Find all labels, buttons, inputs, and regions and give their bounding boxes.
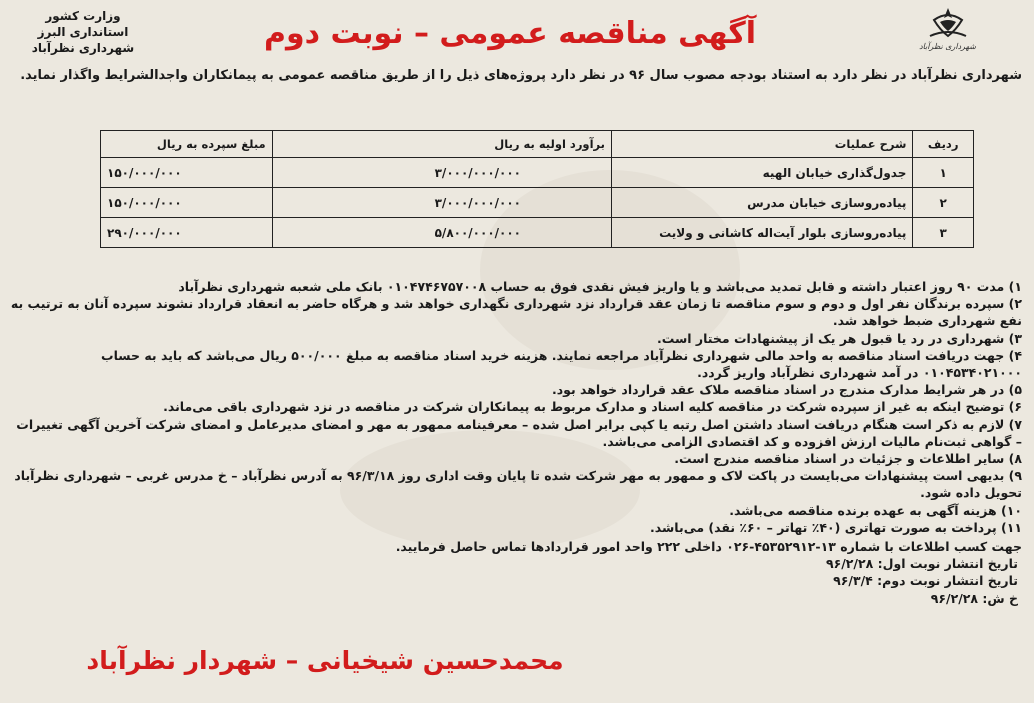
signature-line: محمدحسین شیخیانی – شهردار نظرآباد xyxy=(86,646,564,675)
intro-paragraph: شهرداری نظرآباد در نظر دارد به استناد بودجه مصوب سال ۹۶ در نظر دارد پروژه‌های ذیل را از طریق مناقصه عمومی به پیمانکاران واجدالشرایط واگذار نماید. xyxy=(20,68,1022,83)
condition-item: ۱) مدت ۹۰ روز اعتبار داشته و قابل تمدید می‌باشد و یا واریز فیش نقدی فوق به حساب ۰۱۰۴۷۴۶۷۵۷۰۰۸ بانک ملی شعبه شهرداری نظرآباد xyxy=(178,279,1022,294)
condition-item: ۷) لازم به ذکر است هنگام دریافت اسناد داشتن اصل رتبه یا کپی برابر اصل شده – معرفینامه ممهور به مهر و امضای مدیرعامل و امضای شرکت آخرین آگهی تغییرات – گواهی ثبت‌نام مالیات ارزش افزوده و کد اقتصادی الزامی می‌باشد. xyxy=(16,416,1022,449)
condition-item: ۱۱) پرداخت به صورت تهاتری (۴۰٪ تهاتر – ۶۰٪ نقد) می‌باشد. xyxy=(650,519,1022,535)
cell-description: جدول‌گذاری خیابان الهیه xyxy=(612,158,913,188)
condition-item: ۸) سایر اطلاعات و جزئیات در اسناد مناقصه مندرج است. xyxy=(674,451,1022,467)
projects-table xyxy=(100,130,974,248)
table-row xyxy=(101,158,974,188)
conditions-list xyxy=(8,278,1022,607)
cell-estimate: ۳/۰۰۰/۰۰۰/۰۰۰ xyxy=(272,188,611,218)
cell-deposit: ۱۵۰/۰۰۰/۰۰۰ xyxy=(101,158,273,188)
cell-description: پیاده‌روسازی خیابان مدرس xyxy=(612,188,913,218)
contact-info: جهت کسب اطلاعات با شماره ۱۳-۴۵۳۵۲۹۱۲-۰۲۶ داخلی ۲۲۲ واحد امور قراردادها تماس حاصل فرمایید. xyxy=(395,539,1022,555)
condition-item: ۳) شهرداری در رد یا قبول هر یک از پیشنهادات مختار است. xyxy=(656,330,1022,346)
cell-estimate: ۳/۰۰۰/۰۰۰/۰۰۰ xyxy=(272,158,611,188)
cell-row-number: ۱ xyxy=(913,158,974,188)
cell-description: پیاده‌روسازی بلوار آیت‌اله کاشانی و ولایت xyxy=(612,218,913,248)
ministry-line: وزارت کشور xyxy=(45,9,121,23)
ministry-line: شهرداری نظرآباد xyxy=(31,41,135,55)
header-description: شرح عملیات xyxy=(612,131,913,158)
table-header-row xyxy=(101,131,974,158)
publish-date-first: تاریخ انتشار نوبت اول: ۹۶/۲/۲۸ xyxy=(825,556,1018,572)
header-row-number: ردیف xyxy=(913,131,974,158)
notice-title: آگهی مناقصه عمومی – نوبت دوم xyxy=(263,16,757,51)
cell-deposit: ۱۵۰/۰۰۰/۰۰۰ xyxy=(101,188,273,218)
logo-caption: شهرداری نظرآباد xyxy=(919,42,976,51)
condition-item: ۶) توضیح اینکه به غیر از سپرده شرکت در مناقصه کلیه اسناد و مدارک مربوط به پیمانکاران شرکت در مناقصه در نزد شهرداری باقی می‌ماند. xyxy=(163,399,1022,415)
cell-estimate: ۵/۸۰۰/۰۰۰/۰۰۰ xyxy=(272,218,611,248)
table-row xyxy=(101,218,974,248)
cell-row-number: ۳ xyxy=(913,218,974,248)
header-deposit: مبلغ سپرده به ریال xyxy=(101,131,273,158)
table-row xyxy=(101,188,974,218)
emblem-icon xyxy=(926,6,970,42)
ministry-line: استانداری البرز xyxy=(37,25,129,39)
publish-date-second: تاریخ انتشار نوبت دوم: ۹۶/۳/۴ xyxy=(833,573,1018,589)
condition-item: ۹) بدیهی است پیشنهادات می‌بایست در پاکت لاک و ممهور به مهر شرکت شده تا پایان وقت اداری روز ۹۶/۳/۱۸ به آدرس نظرآباد – خ مدرس غربی – شهرداری نظرآباد تحویل داده شود. xyxy=(14,468,1022,501)
condition-item: ۵) در هر شرایط مدارک مندرج در اسناد مناقصه ملاک عقد قرارداد خواهد بود. xyxy=(552,382,1022,398)
kh-sh-date: خ ش: ۹۶/۲/۲۸ xyxy=(930,590,1018,606)
municipality-logo xyxy=(920,6,976,56)
ministry-header xyxy=(22,8,144,56)
header-estimate: برآورد اولیه به ریال xyxy=(272,131,611,158)
condition-item: ۴) جهت دریافت اسناد مناقصه به واحد مالی شهرداری نظرآباد مراجعه نمایند. هزینه خرید اسناد مناقصه به مبلغ ۵۰۰/۰۰۰ ریال می‌باشد که باید به حساب ۰۱۰۴۵۳۴۰۲۱۰۰۰ در آمد شهرداری نظرآباد واریز گردد. xyxy=(101,347,1022,381)
cell-row-number: ۲ xyxy=(913,188,974,218)
condition-item: ۲) سپرده برندگان نفر اول و دوم و سوم مناقصه تا زمان عقد قرارداد نزد شهرداری نگهداری خواهد شد و هرگاه حاضر به انعقاد قرارداد نشوند سپرده آنان به ترتیب به نفع شهرداری ضبط خواهد شد. xyxy=(10,296,1022,329)
condition-item: ۱۰) هزینه آگهی به عهده برنده مناقصه می‌باشد. xyxy=(729,502,1022,518)
cell-deposit: ۲۹۰/۰۰۰/۰۰۰ xyxy=(101,218,273,248)
